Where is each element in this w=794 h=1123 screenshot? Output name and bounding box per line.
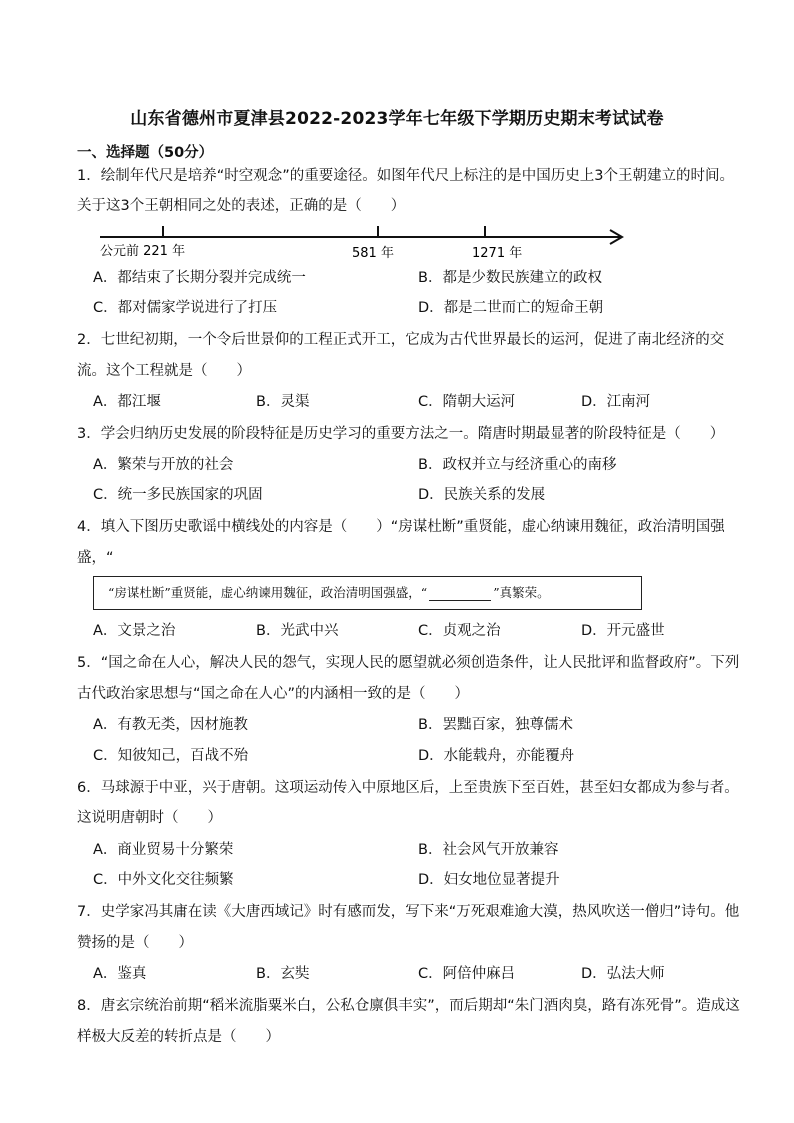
q5-option-b[interactable]: B．罢黜百家，独尊儒术 <box>418 717 573 733</box>
q4-option-d[interactable]: D．开元盛世 <box>581 623 665 639</box>
timeline-label-1: 公元前 221 年 <box>100 244 186 259</box>
q6-option-b[interactable]: B．社会风气开放兼容 <box>418 842 559 858</box>
timeline-svg <box>100 222 630 262</box>
q4-option-c[interactable]: C．贞观之治 <box>418 623 501 639</box>
q7-option-b[interactable]: B．玄奘 <box>256 966 310 982</box>
q6-option-d[interactable]: D．妇女地位显著提升 <box>418 872 560 888</box>
q3-option-b[interactable]: B．政权并立与经济重心的南移 <box>418 457 617 473</box>
q1-option-b[interactable]: B．都是少数民族建立的政权 <box>418 270 602 286</box>
ballad-box <box>93 576 642 610</box>
q4-stem-line1: 4．填入下图历史歌谣中横线处的内容是（ ）“房谋杜断”重贤能，虚心纳谏用魏征，政治清明国强 <box>77 519 725 535</box>
q2-option-a[interactable]: A．都江堰 <box>93 394 161 410</box>
q5-option-c[interactable]: C．知彼知己，百战不殆 <box>93 748 249 764</box>
q5-stem-line1: 5．“国之命在人心，解决人民的怨气，实现人民的愿望就必须创造条件，让人民批评和监督政府”。下列 <box>77 655 740 671</box>
q2-option-b[interactable]: B．灵渠 <box>256 394 310 410</box>
q5-option-a[interactable]: A．有教无类，因材施教 <box>93 717 248 733</box>
q3-option-d[interactable]: D．民族关系的发展 <box>418 487 546 503</box>
q8-stem-line1: 8．唐玄宗统治前期“稻米流脂粟米白，公私仓廪俱丰实”，而后期却“朱门酒肉臭，路有冻死骨”。造成这 <box>77 998 740 1014</box>
q3-stem-line1: 3．学会归纳历史发展的阶段特征是历史学习的重要方法之一。隋唐时期最显著的阶段特征是（ ） <box>77 426 725 442</box>
q7-option-c[interactable]: C．阿倍仲麻吕 <box>418 966 516 982</box>
q3-option-a[interactable]: A．繁荣与开放的社会 <box>93 457 234 473</box>
q6-option-c[interactable]: C．中外文化交往频繁 <box>93 872 234 888</box>
q7-stem-line1: 7．史学家冯其庸在读《大唐西域记》时有感而发，写下来“万死艰难逾大漠，热风吹送一僧归”诗句。他 <box>77 904 740 920</box>
q2-stem-line2: 流。这个工程就是（ ） <box>77 363 251 379</box>
ballad-text-pre: “房谋杜断”重贤能，虚心纳谏用魏征，政治清明国强盛，“ <box>108 585 428 600</box>
q6-option-a[interactable]: A．商业贸易十分繁荣 <box>93 842 234 858</box>
q7-stem-line2: 赞扬的是（ ） <box>77 935 193 951</box>
timeline-label-3: 1271 年 <box>472 246 523 261</box>
timeline-label-2: 581 年 <box>352 246 394 261</box>
q4-option-b[interactable]: B．光武中兴 <box>256 623 339 639</box>
ballad-text-post: ”真繁荣。 <box>493 585 550 600</box>
q4-option-a[interactable]: A．文景之治 <box>93 623 176 639</box>
q1-stem-line2: 关于这3个王朝相同之处的表述，正确的是（ ） <box>77 198 406 214</box>
exam-title: 山东省德州市夏津县2022-2023学年七年级下学期历史期末考试试卷 <box>130 109 664 129</box>
ballad-blank <box>429 587 491 601</box>
q2-stem-line1: 2．七世纪初期，一个令后世景仰的工程正式开工，它成为古代世界最长的运河，促进了南北经济的交 <box>77 332 725 348</box>
q4-stem-line2: 盛，“ <box>77 550 114 566</box>
timeline-figure <box>100 222 630 262</box>
q5-option-d[interactable]: D．水能载舟，亦能覆舟 <box>418 748 575 764</box>
q2-option-d[interactable]: D．江南河 <box>581 394 651 410</box>
q5-stem-line2: 古代政治家思想与“国之命在人心”的内涵相一致的是（ ） <box>77 686 470 702</box>
q1-stem-line1: 1．绘制年代尺是培养“时空观念”的重要途径。如图年代尺上标注的是中国历史上3个王朝建立的时间。 <box>77 168 734 184</box>
q2-option-c[interactable]: C．隋朝大运河 <box>418 394 516 410</box>
q1-option-a[interactable]: A．都结束了长期分裂并完成统一 <box>93 270 306 286</box>
q6-stem-line1: 6．马球源于中亚，兴于唐朝。这项运动传入中原地区后，上至贵族下至百姓，甚至妇女都成为参与者。 <box>77 780 739 796</box>
q8-stem-line2: 样极大反差的转折点是（ ） <box>77 1029 280 1045</box>
q7-option-a[interactable]: A．鉴真 <box>93 966 147 982</box>
q6-stem-line2: 这说明唐朝时（ ） <box>77 810 222 826</box>
q1-option-d[interactable]: D．都是二世而亡的短命王朝 <box>418 300 604 316</box>
q1-option-c[interactable]: C．都对儒家学说进行了打压 <box>93 300 278 316</box>
section-heading: 一、选择题（50分） <box>77 145 214 161</box>
q3-option-c[interactable]: C．统一多民族国家的巩固 <box>93 487 263 503</box>
q7-option-d[interactable]: D．弘法大师 <box>581 966 665 982</box>
